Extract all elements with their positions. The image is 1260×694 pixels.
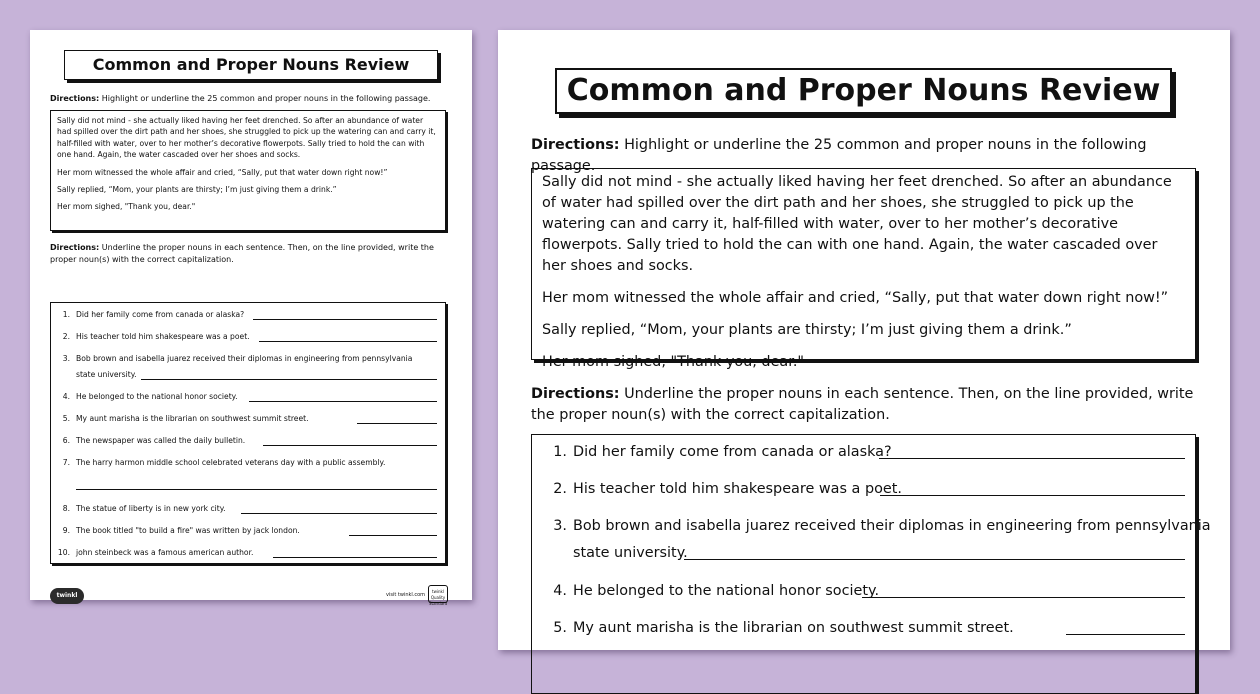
thumbnail-directions-2 <box>50 242 450 266</box>
answer-line[interactable] <box>259 341 437 342</box>
answer-line[interactable] <box>684 559 1185 560</box>
directions-label: Directions: <box>531 386 620 402</box>
thumbnail-questions-box: 1. Did her family come from canada or alaska? 2. His teacher told him shakespeare was a poet. 3. Bob brown and isabella juarez received their diplomas in engineering from pennsylvania state university. 4. He belonged to the national honor society. 5. My aunt marisha is the librarian on southwest summit street. 6. The newspaper was called the daily bulletin. 7. The harry harmon middle school celebrated veterans day with a public assembly. 8. The statue of liberty is in new york city. 9. The book titled "to build a fire" was written by jack london. 10. john steinbeck was a famous american author. <box>50 302 446 564</box>
questions-box: 1. Did her family come from canada or alaska? 2. His teacher told him shakespeare was a poet. 3. Bob brown and isabella juarez received their diplomas in engineering from pennsylvania state university. 4. He belonged to the national honor society. 5. My aunt marisha is the librarian on southwest summit street. <box>531 434 1196 694</box>
directions-text: Highlight or underline the 25 common and proper nouns in the following passage. <box>531 137 1147 174</box>
passage-box <box>531 168 1196 370</box>
answer-line[interactable] <box>862 597 1185 598</box>
directions-text: Underline the proper nouns in each sentence. Then, on the line provided, write the proper noun(s) with the correct capitalization. <box>531 386 1194 423</box>
directions-text: Underline the proper nouns in each sentence. Then, on the line provided, write the proper noun(s) with the correct capitalization. <box>50 243 434 264</box>
worksheet-thumbnail[interactable] <box>30 30 472 606</box>
passage-paragraph: Sally replied, “Mom, your plants are thirsty; I’m just giving them a drink.” <box>57 185 337 195</box>
directions-label: Directions: <box>531 137 620 153</box>
answer-line[interactable] <box>879 458 1185 459</box>
answer-line[interactable] <box>273 557 437 558</box>
directions-text: Highlight or underline the 25 common and proper nouns in the following passage. <box>101 94 431 103</box>
answer-line[interactable] <box>263 445 437 446</box>
passage-paragraph: Her mom sighed, "Thank you, dear." <box>542 354 805 370</box>
directions-2 <box>531 384 1196 426</box>
answer-line[interactable] <box>141 379 437 380</box>
passage-paragraph: Her mom witnessed the whole affair and cried, “Sally, put that water down right now!” <box>57 167 388 177</box>
footer-url: visit twinkl.com <box>386 592 426 598</box>
answer-line[interactable] <box>253 319 437 320</box>
answer-line[interactable] <box>249 401 437 402</box>
passage-paragraph: Her mom witnessed the whole affair and cried, “Sally, put that water down right now!” <box>542 290 1169 306</box>
page-title: Common and Proper Nouns Review <box>555 68 1172 114</box>
answer-line[interactable] <box>880 495 1185 496</box>
thumbnail-title: Common and Proper Nouns Review <box>64 50 438 80</box>
directions-label: Directions: <box>50 243 100 252</box>
answer-line[interactable] <box>76 489 437 490</box>
directions-label: Directions: <box>50 94 100 103</box>
passage-paragraph: Sally replied, “Mom, your plants are thirsty; I’m just giving them a drink.” <box>542 322 1072 338</box>
answer-line[interactable] <box>241 513 437 514</box>
passage-paragraph: Sally did not mind - she actually liked having her feet drenched. So after an abundance of water had spilled over the dirt path and her shoes, she struggled to pick up the watering can and carry it, half-filled with water, over to her mother’s decorative flowerpots. Sally tried to hold the can with one hand. Again, the water cascaded over her shoes and socks. <box>542 174 1172 274</box>
passage-paragraph: Her mom sighed, "Thank you, dear." <box>57 202 196 212</box>
quality-badge: twinkl Quality Standard <box>428 585 448 603</box>
passage-paragraph: Sally did not mind - she actually liked having her feet drenched. So after an abundance of water had spilled over the dirt path and her shoes, she struggled to pick up the watering can and carry it, half-filled with water, over to her mother’s decorative flowerpots. Sally tried to hold the can with one hand. Again, the water cascaded over her shoes and socks. <box>57 116 436 160</box>
answer-line[interactable] <box>357 423 437 424</box>
answer-line[interactable] <box>1066 634 1185 635</box>
answer-line[interactable] <box>349 535 437 536</box>
thumbnail-directions-1 <box>50 93 430 105</box>
thumbnail-passage-box <box>50 110 446 231</box>
twinkl-logo: twinkl <box>50 588 84 604</box>
worksheet-page <box>498 30 1230 650</box>
